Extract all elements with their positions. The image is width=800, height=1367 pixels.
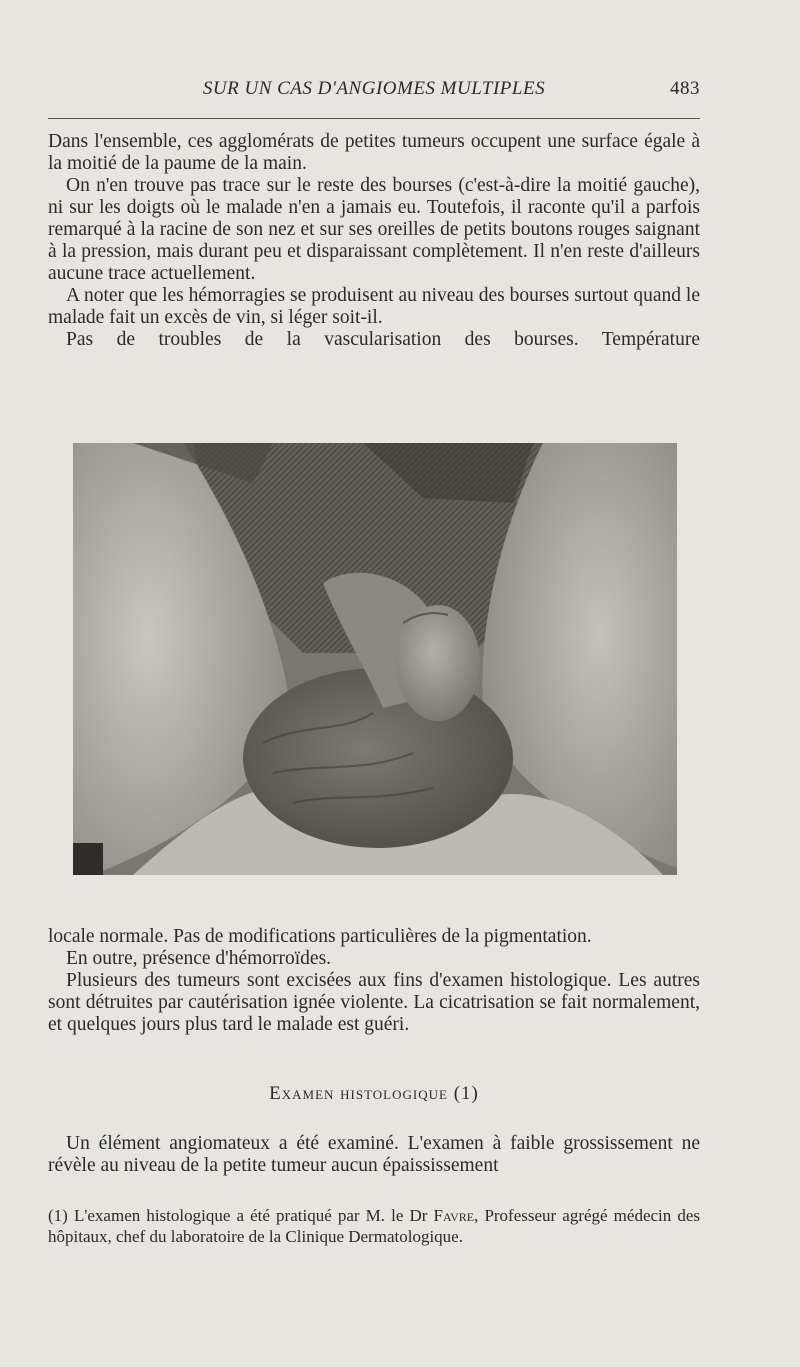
paragraph: A noter que les hémorragies se produisent au niveau des bourses surtout quand le malade fait un excès de vin, si léger soit-il. bbox=[48, 285, 700, 328]
running-title: SUR UN CAS D'ANGIOMES MULTIPLES bbox=[202, 78, 546, 99]
footnote-name: Favre bbox=[433, 1206, 475, 1225]
footnote-text: L'examen histologique a été pratiqué par M. le Dr bbox=[73, 1206, 428, 1225]
paragraph: On n'en trouve pas trace sur le reste des bourses (c'est-à-dire la moitié gauche), ni sur les doigts où le malade n'en a jamais eu. Toutefois, il raconte qu'il a parfois remarqué à la racine de son nez et sur ses oreilles de petits boutons rouges saignant à la pression, mais durant peu et disparaissant complètement. Il n'en reste d'ailleurs aucune trace actuellement. bbox=[48, 175, 700, 284]
page-number: 483 bbox=[670, 78, 700, 99]
body-text-top bbox=[48, 131, 700, 351]
paragraph: Un élément angiomateux a été examiné. L'examen à faible grossissement ne révèle au niveau de la petite tumeur aucun épaississement bbox=[48, 1133, 700, 1176]
body-text-section bbox=[48, 1133, 700, 1177]
paragraph: Pas de troubles de la vascularisation des bourses. Température bbox=[66, 329, 700, 350]
page-header bbox=[48, 78, 700, 104]
body-text-middle bbox=[48, 926, 700, 1036]
footnote bbox=[48, 1205, 700, 1247]
paragraph: Plusieurs des tumeurs sont excisées aux fins d'examen histologique. Les autres sont détruites par cautérisation ignée violente. La cicatrisation se fait normalement, et quelques jours plus tard le malade est guéri. bbox=[48, 970, 700, 1035]
section-title: Examen histologique (1) bbox=[269, 1083, 479, 1104]
paragraph: En outre, présence d'hémorroïdes. bbox=[66, 948, 332, 969]
paragraph: locale normale. Pas de modifications particulières de la pigmentation. bbox=[48, 926, 592, 947]
clinical-photograph bbox=[73, 443, 677, 875]
footnote-text-end: , Professeur agrégé médecin des hôpitaux, chef du laboratoire de la Clinique Dermatologique. bbox=[48, 1206, 701, 1246]
header-rule bbox=[48, 118, 700, 119]
photo-illustration bbox=[73, 443, 677, 875]
paragraph: Dans l'ensemble, ces agglomérats de petites tumeurs occupent une surface égale à la moitié de la paume de la main. bbox=[48, 131, 700, 174]
footnote-marker: (1) bbox=[48, 1206, 68, 1225]
